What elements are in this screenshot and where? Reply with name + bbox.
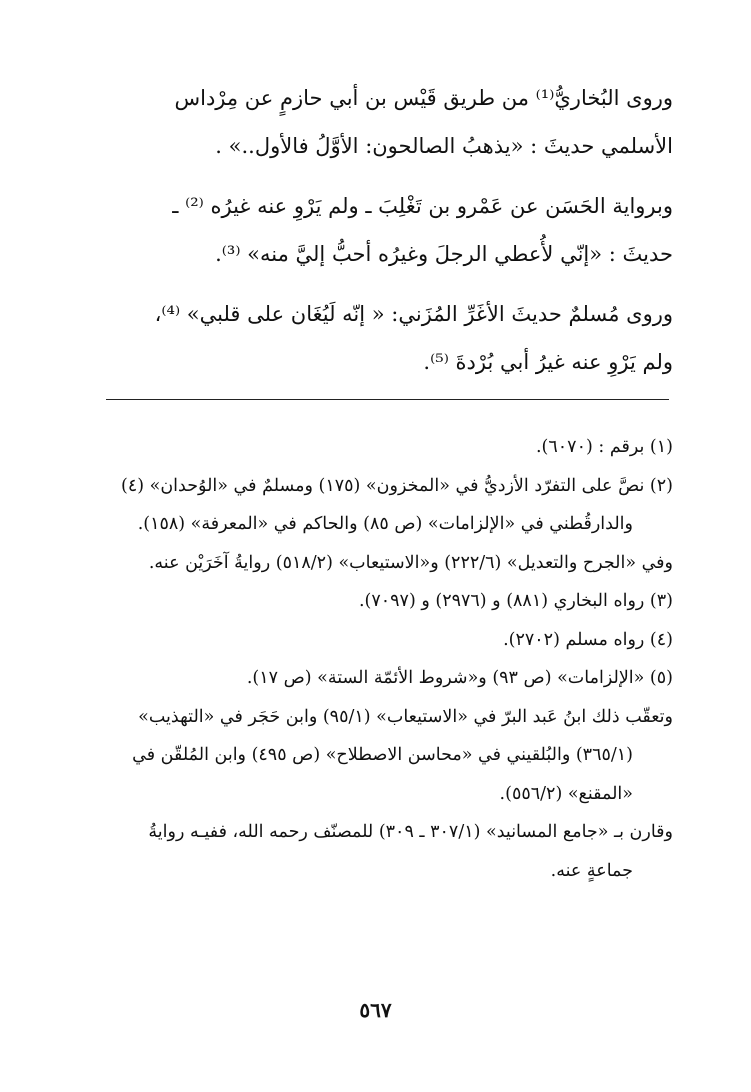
page-number: ٥٦٧ <box>359 998 392 1022</box>
paragraph-line: ولم يَرْوِ عنه غيرُ أبي بُرْدةَ ⁽⁵⁾. <box>423 350 673 374</box>
footnote-line: (١) برقم : (٦٠٧٠). <box>535 437 673 457</box>
main-text <box>78 74 673 398</box>
footnote-line: (٣٦٥/١) والبُلقيني في «محاسن الاصطلاح» (ص ٤٩٥) وابن المُلقّن في <box>132 745 633 765</box>
footnote-line: وقارن بـ «جامع المسانيد» (٣٠٧/١ ـ ٣٠٩) للمصنّف رحمه الله، ففيـه روايةُ <box>148 822 673 842</box>
paragraph-line: وبرواية الحَسَن عن عَمْرو بن تَغْلِبَ ـ ولم يَرْوِ عنه غيرُه ⁽²⁾ ـ <box>172 194 673 218</box>
footnotes <box>73 428 673 890</box>
paragraph-line: وروى مُسلمٌ حديثَ الأغَرِّ المُزَني: « إنّه لَيُغَان على قلبي» ⁽⁴⁾، <box>154 302 673 326</box>
footnote-line: والدارقُطني في «الإلزامات» (ص ٨٥) والحاكم في «المعرفة» (١٥٨). <box>137 514 633 534</box>
footnote-line: (٥) «الإلزامات» (ص ٩٣) و«شروط الأئمّة الستة» (ص ١٧). <box>246 668 673 688</box>
footnote-line: (٢) نصَّ على التفرّد الأزديُّ في «المخزون» (١٧٥) ومسلمٌ في «الوُحدان» (٤) <box>121 475 673 496</box>
footnote-line: وفي «الجرح والتعديل» (٢٢٢/٦) و«الاستيعاب» (٥١٨/٢) روايةُ آخَرَيْن عنه. <box>148 552 673 573</box>
paragraph-1 <box>78 74 673 170</box>
footnote-line: (٤) رواه مسلم (٢٧٠٢). <box>503 629 673 650</box>
footnote-line: وتعقّب ذلك ابنُ عَبد البرّ في «الاستيعاب» (٩٥/١) وابن حَجَر في «التهذيب» <box>138 706 673 727</box>
footnote-separator <box>106 399 669 400</box>
paragraph-line: حديثَ : «إنّي لأُعطي الرجلَ وغيرُه أحبُّ إليَّ منه» ⁽³⁾. <box>215 242 673 266</box>
footnote-line: «المقنع» (٥٥٦/٢). <box>499 783 633 804</box>
paragraph-3 <box>78 290 673 386</box>
paragraph-line: الأسلمي حديثَ : «يذهبُ الصالحون: الأوَّلُ فالأول..» . <box>215 134 673 158</box>
footnote-line: (٣) رواه البخاري (٨٨١) و (٢٩٧٦) و (٧٠٩٧). <box>358 591 673 611</box>
paragraph-line: وروى البُخاريُّ⁽¹⁾ من طريق قَيْس بن أبي حازمٍ عن مِرْداس <box>174 86 673 110</box>
paragraph-2 <box>78 182 673 278</box>
footnote-line: جماعةٍ عنه. <box>550 860 633 881</box>
